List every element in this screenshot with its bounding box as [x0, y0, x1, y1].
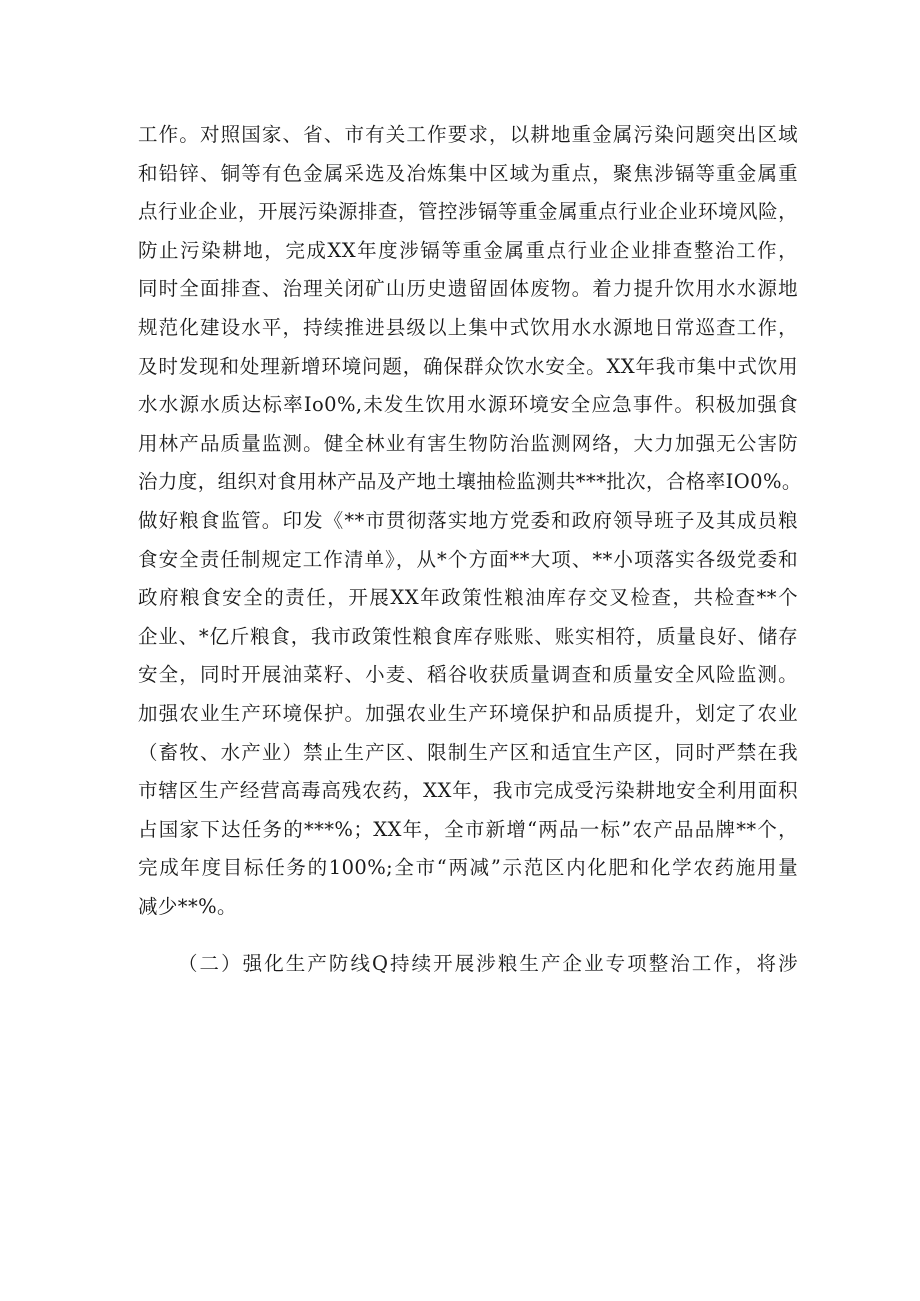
text-line: 点行业企业，开展污染源排查，管控涉镉等重金属重点行业企业环境风险， — [138, 200, 798, 224]
document-body — [138, 116, 802, 984]
text-line: 占国家下达任务的***%；XX年，全市新增“两品一标”农产品品牌**个， — [138, 817, 798, 841]
text-line: 加强农业生产环境保护。加强农业生产环境保护和品质提升，划定了农业 — [138, 701, 798, 725]
text-line: 水水源水质达标率Io0%,未发生饮用水源环境安全应急事件。积极加强食 — [138, 393, 798, 417]
text-line: 政府粮食安全的责任，开展XX年政策性粮油库存交叉检查，共检查**个 — [138, 586, 798, 610]
text-line: 用林产品质量监测。健全林业有害生物防治监测网络，大力加强无公害防 — [138, 431, 798, 455]
text-line: 治力度，组织对食用林产品及产地土壤抽检监测共***批次，合格率IO0%。 — [138, 470, 802, 494]
text-line: 减少**%。 — [138, 894, 237, 918]
text-line: 规范化建设水平，持续推进县级以上集中式饮用水水源地日常巡查工作， — [138, 315, 798, 339]
text-line: 工作。对照国家、省、市有关工作要求，以耕地重金属污染问题突出区域 — [138, 123, 798, 146]
paragraph-2 — [138, 945, 798, 984]
text-line: 防止污染耕地，完成XX年度涉镉等重金属重点行业企业排查整治工作， — [138, 238, 798, 262]
text-line: 同时全面排查、治理关闭矿山历史遗留固体废物。着力提升饮用水水源地 — [138, 277, 798, 301]
paragraph-gap — [138, 926, 798, 945]
text-line: （畜牧、水产业）禁止生产区、限制生产区和适宜生产区，同时严禁在我 — [138, 740, 798, 764]
text-line: 食安全责任制规定工作清单》，从*个方面**大项、**小项落实各级党委和 — [138, 547, 798, 571]
text-line: （二）强化生产防线Q持续开展涉粮生产企业专项整治工作，将涉 — [178, 952, 798, 976]
text-line: 安全，同时开展油菜籽、小麦、稻谷收获质量调查和质量安全风险监测。 — [138, 663, 798, 687]
text-line: 做好粮食监管。印发《**市贯彻落实地方党委和政府领导班子及其成员粮 — [138, 508, 798, 532]
text-line: 及时发现和处理新增环境问题，确保群众饮水安全。XX年我市集中式饮用 — [138, 354, 798, 378]
paragraph-1 — [138, 116, 802, 926]
text-line: 企业、*亿斤粮食，我市政策性粮食库存账账、账实相符，质量良好、储存 — [138, 624, 798, 648]
text-line: 市辖区生产经营高毒高残农药，XX年，我市完成受污染耕地安全利用面积 — [138, 779, 798, 803]
text-line: 完成年度目标任务的100%;全市“两减”示范区内化肥和化学农药施用量 — [138, 856, 798, 880]
text-line: 和铅锌、铜等有色金属采选及冶炼集中区域为重点，聚焦涉镉等重金属重 — [138, 161, 798, 185]
